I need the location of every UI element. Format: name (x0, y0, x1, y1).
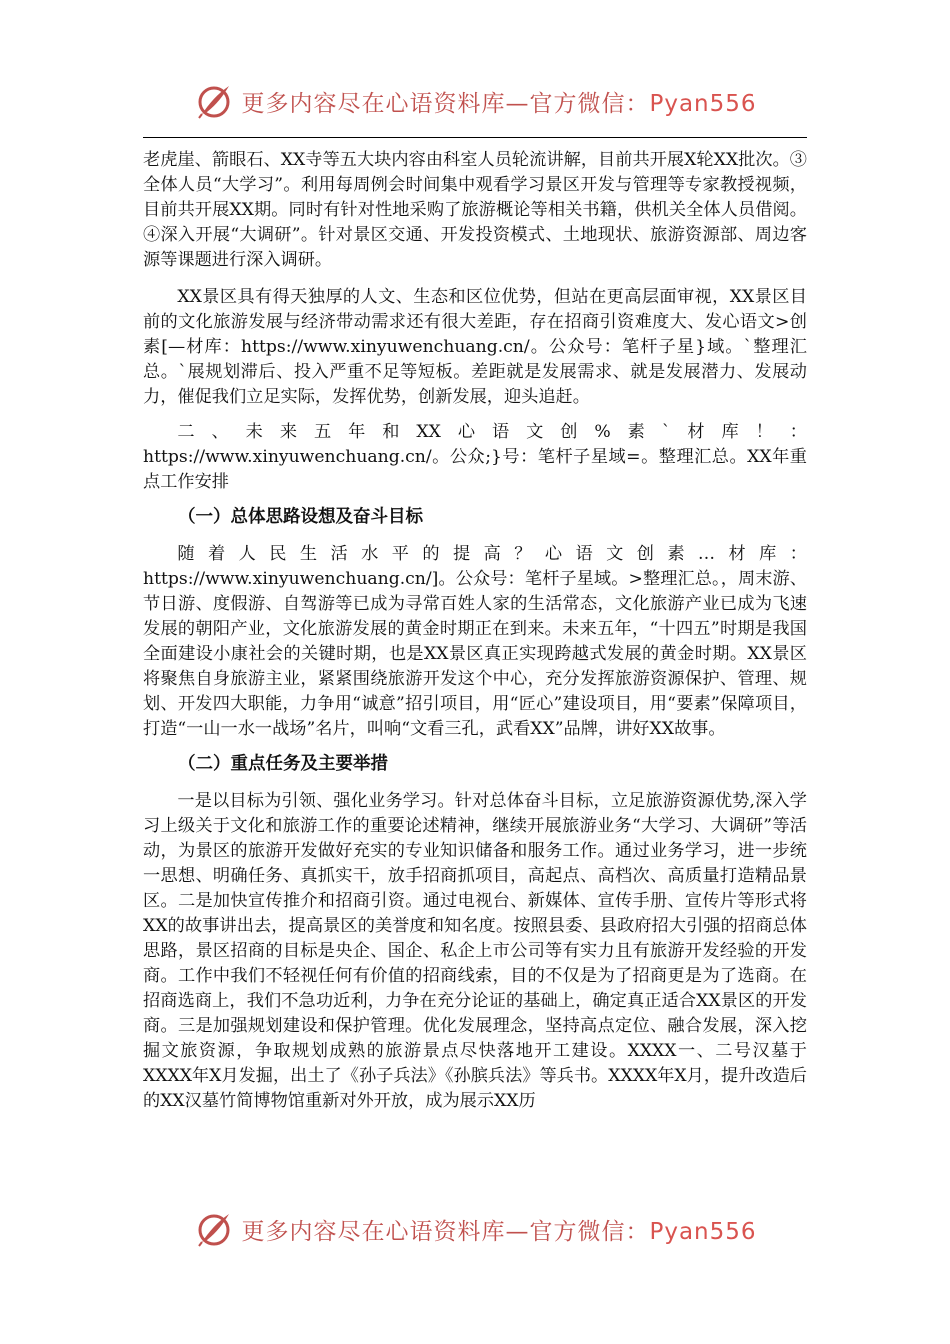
quill-pen-logo-icon (193, 1208, 235, 1250)
paragraph-key-tasks: 一是以目标为引领、强化业务学习。针对总体奋斗目标，立足旅游资源优势,深入学习上级关于文化和旅游工作的重要论述精神，继续开展旅游业务“大学习、大调研”等活动，为景区的旅游开发做好充实的专业知识储备和服务工作。通过业务学习，进一步统一思想、明确任务、真抓实干，放手招商抓项目，高起点、高档次、高质量打造精品景区。二是加快宣传推介和招商引资。通过电视台、新媒体、宣传手册、宣传片等形式将XX的故事讲出去，提高景区的美誉度和知名度。按照县委、县政府招大引强的招商总体思路，景区招商的目标是央企、国企、私企上市公司等有实力且有旅游开发经验的开发商。工作中我们不轻视任何有价值的招商线索，目的不仅是为了招商更是为了选商。在招商选商上，我们不急功近利，力争在充分论证的基础上，确定真正适合XX景区的开发商。三是加强规划建设和保护管理。优化发展理念，坚持高点定位、融合发展，深入挖掘文旅资源，争取规划成熟的旅游景点尽快落地开工建设。XXXX一、二号汉墓于XXXX年X月发掘，出土了《孙子兵法》《孙膑兵法》等兵书。XXXX年X月，提升改造后的XX汉墓竹简博物馆重新对外开放，成为展示XX历 (143, 791, 807, 1111)
document-body (143, 148, 807, 1124)
header-banner (0, 76, 950, 126)
banner-label: 更多内容尽在心语资料库—官方微信： (241, 90, 650, 117)
subheading-key-tasks: （二）重点任务及主要举措 (178, 754, 388, 774)
banner-label: 更多内容尽在心语资料库—官方微信： (241, 1218, 650, 1245)
subheading-overall-plan: （一）总体思路设想及奋斗目标 (178, 507, 423, 527)
header-rule (143, 137, 807, 138)
banner-text (241, 85, 756, 118)
section-heading-two: 二、未来五年和XX心语文创%素`材库！：https://www.xinyuwenchuang.cn/。公众;}号：笔杆子星域=。整理汇总。XX年重点工作安排 (143, 422, 807, 492)
wechat-id: Pyan556 (649, 1218, 757, 1245)
quill-pen-logo-icon (193, 80, 235, 122)
wechat-id: Pyan556 (649, 90, 757, 117)
paragraph-continuation: 老虎崖、箭眼石、XX寺等五大块内容由科室人员轮流讲解，目前共开展X轮XX批次。③全体人员“大学习”。利用每周例会时间集中观看学习景区开发与管理等专家教授视频，目前共开展XX期。同时有针对性地采购了旅游概论等相关书籍，供机关全体人员借阅。④深入开展“大调研”。针对景区交通、开发投资模式、土地现状、旅游资源部、周边客源等课题进行深入调研。 (143, 150, 807, 270)
footer-banner (0, 1204, 950, 1254)
paragraph-gap-analysis: XX景区具有得天独厚的人文、生态和区位优势，但站在更高层面审视，XX景区目前的文化旅游发展与经济带动需求还有很大差距，存在招商引资难度大、发心语文>创素[—材库：https://www.xinyuwenchuang.cn/。公众号：笔杆子星}域。`整理汇总。`展规划滞后、投入严重不足等短板。差距就是发展需求、就是发展潜力、发展动力，催促我们立足实际，发挥优势，创新发展，迎头追赶。 (143, 287, 807, 407)
banner-text (241, 1213, 756, 1246)
paragraph-overall-plan: 随着人民生活水平的提高？心语文创素…材库：https://www.xinyuwenchuang.cn/]。公众号：笔杆子星域。>整理汇总。，周末游、节日游、度假游、自驾游等已成为寻常百姓人家的生活常态，文化旅游产业已成为飞速发展的朝阳产业，文化旅游发展的黄金时期正在到来。未来五年，“十四五”时期是我国全面建设小康社会的关键时期，也是XX景区真正实现跨越式发展的黄金时期。XX景区将聚焦自身旅游主业，紧紧围绕旅游开发这个中心，充分发挥旅游资源保护、管理、规划、开发四大职能，力争用“诚意”招引项目，用“匠心”建设项目，用“要素”保障项目，打造“一山一水一战场”名片，叫响“文看三孔，武看XX”品牌，讲好XX故事。 (143, 544, 807, 739)
